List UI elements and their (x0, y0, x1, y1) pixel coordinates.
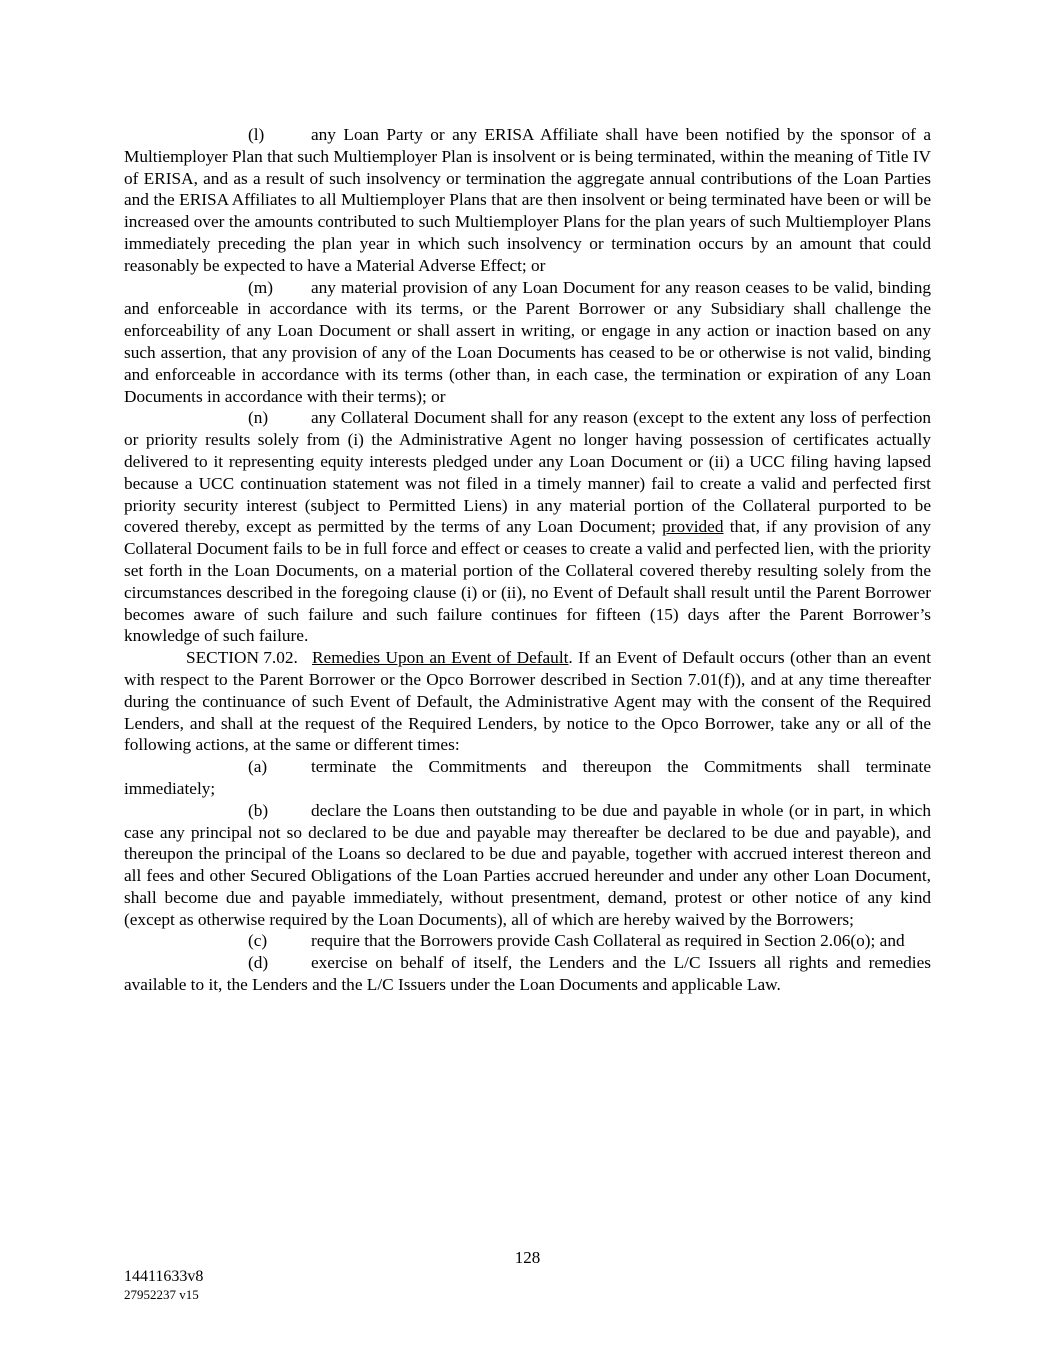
clause-c (124, 930, 931, 952)
document-version-id: 27952237 v15 (124, 1287, 199, 1302)
clause-marker: (a) (248, 757, 268, 777)
clause-text: exercise on behalf of itself, the Lenders and the L/C Issuers all rights and remedies available to it, the Lenders and the L/C Issuers under the Loan Documents and applicable Law. (124, 953, 931, 995)
clause-m (124, 277, 931, 408)
clause-marker: (n) (248, 408, 269, 428)
clause-d (124, 952, 931, 996)
proviso-term: provided (662, 517, 724, 537)
section-heading: Remedies Upon an Event of Default (312, 648, 569, 668)
clause-marker: (b) (248, 800, 269, 820)
clause-text: declare the Loans then outstanding to be due and payable in whole (or in part, in which case any principal not so declared to be due and payable may thereafter be declared to be due and payable), and thereupon the principal of the Loans so declared to be due and payable, together with accrued interest thereon and all fees and other Secured Obligations of the Loan Parties accrued hereunder and under any other Loan Document, shall become due and payable immediately, without presentment, demand, protest or other notice of any kind (except as otherwise required by the Loan Documents), all of which are hereby waived by the Borrowers; (124, 800, 931, 929)
clause-marker: (l) (248, 125, 265, 144)
clause-a (124, 756, 931, 800)
clause-text: any Loan Party or any ERISA Affiliate shall have been notified by the sponsor of a Multiemployer Plan that such Multiemployer Plan is insolvent or is being terminated, within the meaning of Title IV of ERISA, and as a result of such insolvency or termination the aggregate annual contributions of the Loan Parties and the ERISA Affiliates to all Multiemployer Plans that are then insolvent or being terminated have been or will be increased over the amounts contributed to such Multiemployer Plans for the plan years of such Multiemployer Plans immediately preceding the plan year in which such insolvency or termination occurs by an amount that could reasonably be expected to have a Material Adverse Effect; or (124, 125, 931, 275)
clause-text: any Collateral Document shall for any reason (except to the extent any loss of perfection or priority results solely from (i) the Administrative Agent no longer having possession of certificates actually delivered to it representing equity interests pledged under any Loan Document or (ii) a UCC filing having lapsed because a UCC continuation statement was not filed in a timely manner) fail to create a valid and perfected first priority security interest (subject to Permitted Liens) in any material portion of the Collateral purported to be covered thereby, except as permitted by the terms of any Loan Document; (124, 408, 931, 537)
document-body (124, 124, 931, 996)
clause-b (124, 800, 931, 931)
clause-text: any material provision of any Loan Document for any reason ceases to be valid, binding and enforceable in accordance with its terms, or the Parent Borrower or any Subsidiary shall challenge the enforceability of any Loan Document or shall assert in writing, or engage in any action or inaction based on any such assertion, that any provision of any of the Loan Documents has ceased to be or otherwise is not valid, binding and enforceable in accordance with its terms (other than, in each case, the termination or expiration of any Loan Documents in accordance with their terms); or (124, 277, 931, 406)
clause-text: require that the Borrowers provide Cash Collateral as required in Section 2.06(o); and (311, 931, 905, 951)
section-text: . If an Event of Default occurs (other than an event with respect to the Parent Borrower or the Opco Borrower described in Section 7.01(f)), and at any time thereafter during the continuance of such Event of Default, the Administrative Agent may with the consent of the Required Lenders, and shall at the request of the Required Lenders, by notice to the Opco Borrower, take any or all of the following actions, at the same or different times: (124, 648, 932, 755)
section-7-02 (124, 647, 931, 756)
clause-marker: (c) (248, 931, 268, 951)
clause-text: that, if any provision of any Collateral Document fails to be in full force and effect or ceases to create a valid and perfected lien, with the priority set forth in the Loan Documents, on a material portion of the Collateral covered thereby resulting solely from the circumstances described in the foregoing clause (i) or (ii), no Event of Default shall result until the Parent Borrower becomes aware of such failure and such failure continues for fifteen (15) days after the Parent Borrower’s knowledge of such failure. (124, 517, 931, 646)
clause-l (124, 124, 931, 277)
clause-marker: (d) (248, 953, 269, 973)
section-number: SECTION 7.02. (186, 648, 298, 668)
page-number: 128 (514, 1248, 541, 1267)
clause-marker: (m) (248, 277, 273, 297)
clause-n (124, 407, 931, 647)
document-id: 14411633v8 (124, 1268, 204, 1285)
clause-text: terminate the Commitments and thereupon the Commitments shall terminate immediately; (124, 757, 931, 798)
